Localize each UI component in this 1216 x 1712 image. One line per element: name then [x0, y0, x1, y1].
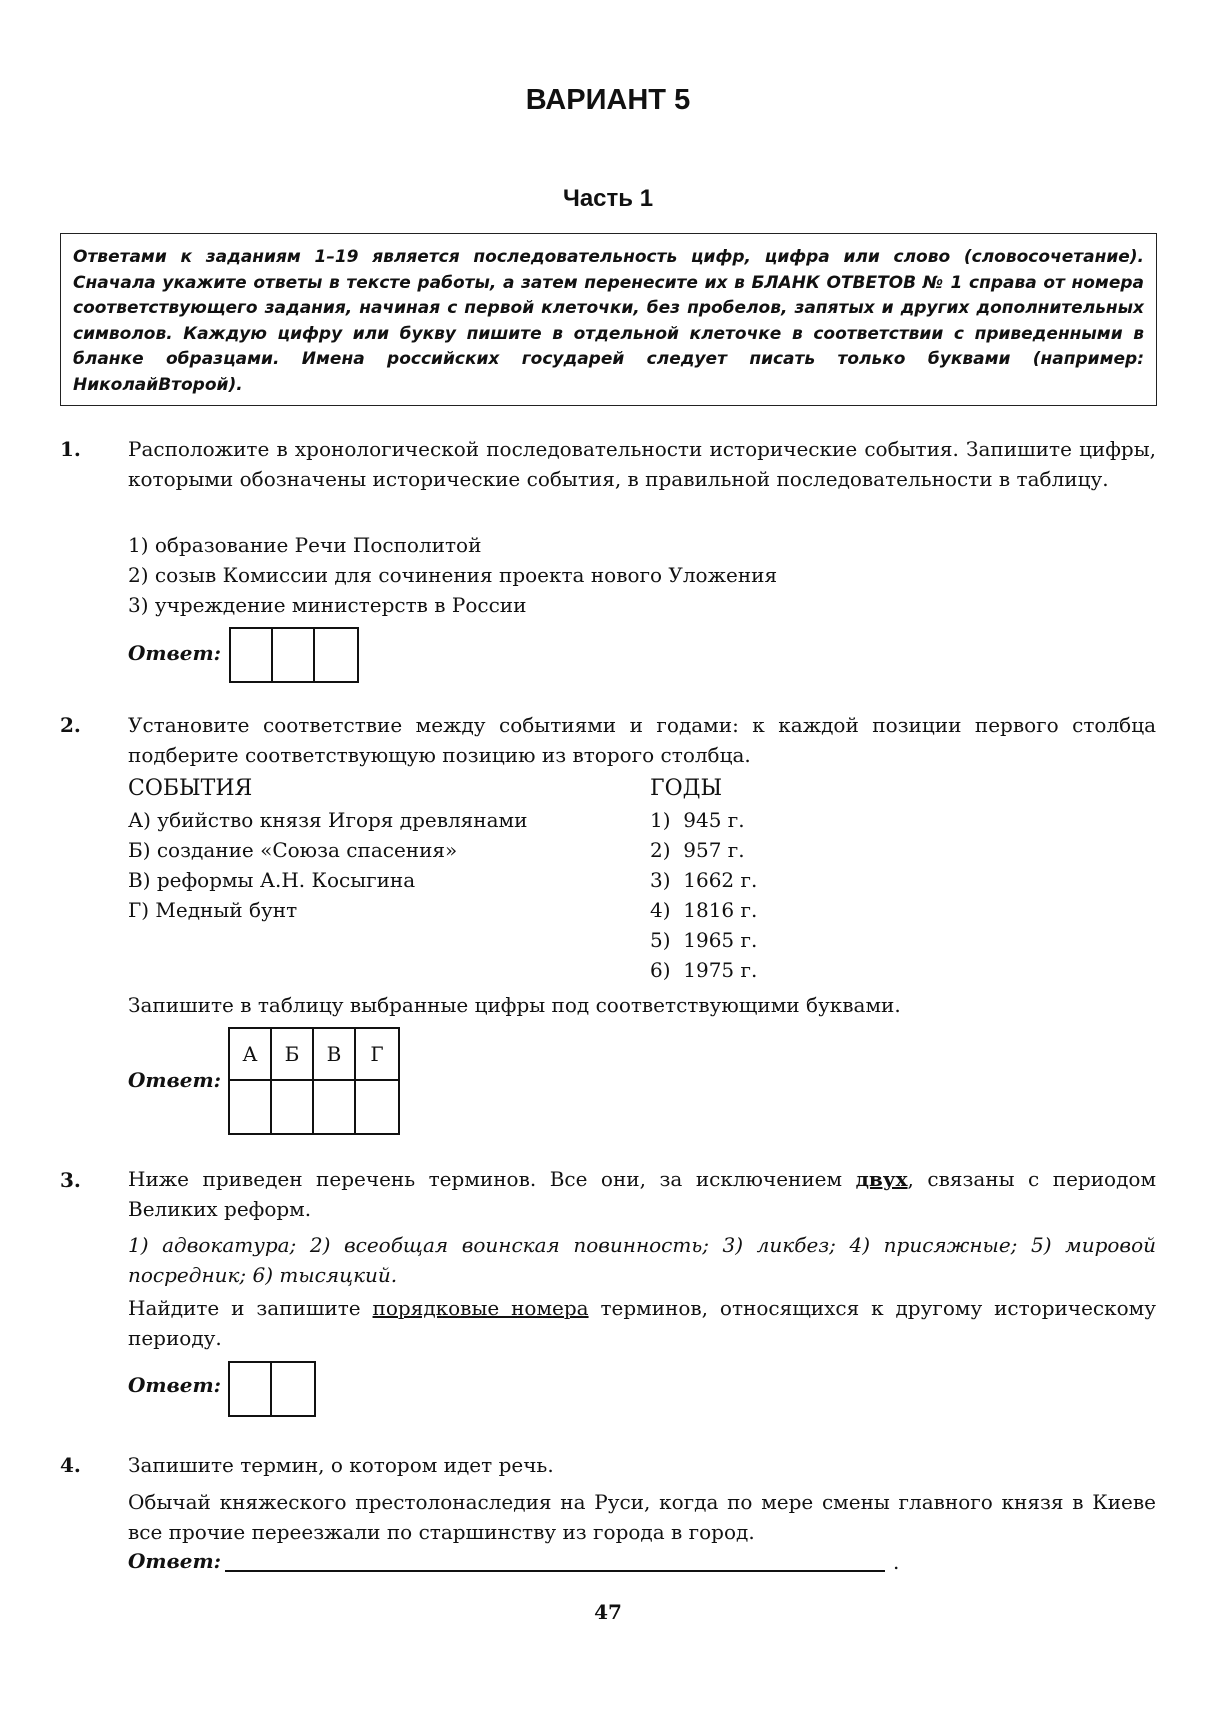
task3-number: 3.	[60, 1168, 81, 1192]
answer-cell[interactable]	[231, 629, 273, 681]
table-header-g: Г	[356, 1029, 398, 1081]
task2-event-a: А) убийство князя Игоря древлянами	[128, 808, 528, 832]
task2-answer-table	[228, 1027, 400, 1135]
task2-years-header: ГОДЫ	[650, 776, 723, 801]
answer-cell[interactable]	[230, 1363, 272, 1415]
task4-answer-label: Ответ:	[128, 1549, 221, 1573]
task1-text: Расположите в хронологической последовательности исторические события. Запишите цифры, которыми обозначены исторические события, в правильной последовательности в таблицу.	[128, 437, 1156, 491]
task4-trailing-dot: .	[893, 1550, 900, 1574]
task2-year-6: 6) 1975 г.	[650, 958, 758, 982]
task1-number: 1.	[60, 437, 81, 461]
task3-answer-label: Ответ:	[128, 1373, 221, 1397]
task1-option-3: 3) учреждение министерств в России	[128, 593, 527, 617]
task3-text-emph: двух	[855, 1167, 908, 1191]
task2-table-instruction: Запишите в таблицу выбранные цифры под соответствующими буквами.	[128, 993, 901, 1017]
task3-answer-cells[interactable]	[228, 1361, 316, 1417]
part-title: Часть 1	[562, 185, 654, 212]
task2-year-2: 2) 957 г.	[650, 838, 745, 862]
task3-q-before: Найдите и запишите	[128, 1296, 373, 1320]
answer-cell[interactable]	[314, 1081, 356, 1133]
task4-number: 4.	[60, 1453, 81, 1477]
task3-terms: 1) адвокатура; 2) всеобщая воинская повинность; 3) ликбез; 4) присяжные; 5) мировой посредник; 6) тысяцкий.	[128, 1233, 1156, 1287]
task4-answer-line[interactable]	[225, 1570, 885, 1572]
answer-cell[interactable]	[356, 1081, 398, 1133]
table-header-b: Б	[272, 1029, 314, 1081]
task1-answer-label: Ответ:	[128, 641, 221, 665]
task3-text	[128, 1164, 1156, 1224]
task2-year-4: 4) 1816 г.	[650, 898, 758, 922]
answer-cell[interactable]	[273, 629, 315, 681]
table-header-a: А	[230, 1029, 272, 1081]
task4-description: Обычай княжеского престолонаследия на Руси, когда по мере смены главного князя в Киеве все прочие переезжали по старшинству из города в город.	[128, 1490, 1156, 1544]
task2-event-d: Г) Медный бунт	[128, 898, 298, 922]
instructions-box: Ответами к заданиям 1–19 является последовательность цифр, цифра или слово (словосочетание). Сначала укажите ответы в тексте работы, а затем перенесите их в БЛАНК ОТВЕТОВ № 1 справа от номера соответствующего задания, начиная с первой клеточки, без пробелов, запятых и других дополнительных символов. Каждую цифру или букву пишите в отдельной клеточке в соответствии с приведенными в бланке образцами. Имена российских государей следует писать только буквами (например: НиколайВторой).	[60, 233, 1157, 406]
task3-q-emph: порядковые номера	[372, 1296, 589, 1320]
task2-events-header: СОБЫТИЯ	[128, 776, 253, 801]
answer-cell[interactable]	[230, 1081, 272, 1133]
task4-text: Запишите термин, о котором идет речь.	[128, 1453, 554, 1477]
variant-title: ВАРИАНТ 5	[525, 84, 691, 116]
task1-option-1: 1) образование Речи Посполитой	[128, 533, 482, 557]
task2-answer-label: Ответ:	[128, 1068, 221, 1092]
task3-q-after: терминов, относящихся к другому историческому периоду.	[128, 1296, 1156, 1350]
task3-question	[128, 1293, 1156, 1353]
task2-year-5: 5) 1965 г.	[650, 928, 758, 952]
page-number: 47	[594, 1600, 622, 1624]
table-header-v: В	[314, 1029, 356, 1081]
task2-year-1: 1) 945 г.	[650, 808, 745, 832]
task2-number: 2.	[60, 713, 81, 737]
task2-event-b: Б) создание «Союза спасения»	[128, 838, 458, 862]
answer-cell[interactable]	[272, 1363, 314, 1415]
task2-year-3: 3) 1662 г.	[650, 868, 758, 892]
answer-cell[interactable]	[272, 1081, 314, 1133]
task3-text-after: , связаны с периодом Великих реформ.	[128, 1167, 1156, 1221]
task1-answer-cells[interactable]	[229, 627, 359, 683]
task2-event-c: В) реформы А.Н. Косыгина	[128, 868, 416, 892]
task1-option-2: 2) созыв Комиссии для сочинения проекта нового Уложения	[128, 563, 778, 587]
task2-text: Установите соответствие между событиями и годами: к каждой позиции первого столбца подберите соответствующую позицию из второго столбца.	[128, 713, 1156, 767]
task3-text-before: Ниже приведен перечень терминов. Все они, за исключением	[128, 1167, 856, 1191]
answer-cell[interactable]	[315, 629, 357, 681]
